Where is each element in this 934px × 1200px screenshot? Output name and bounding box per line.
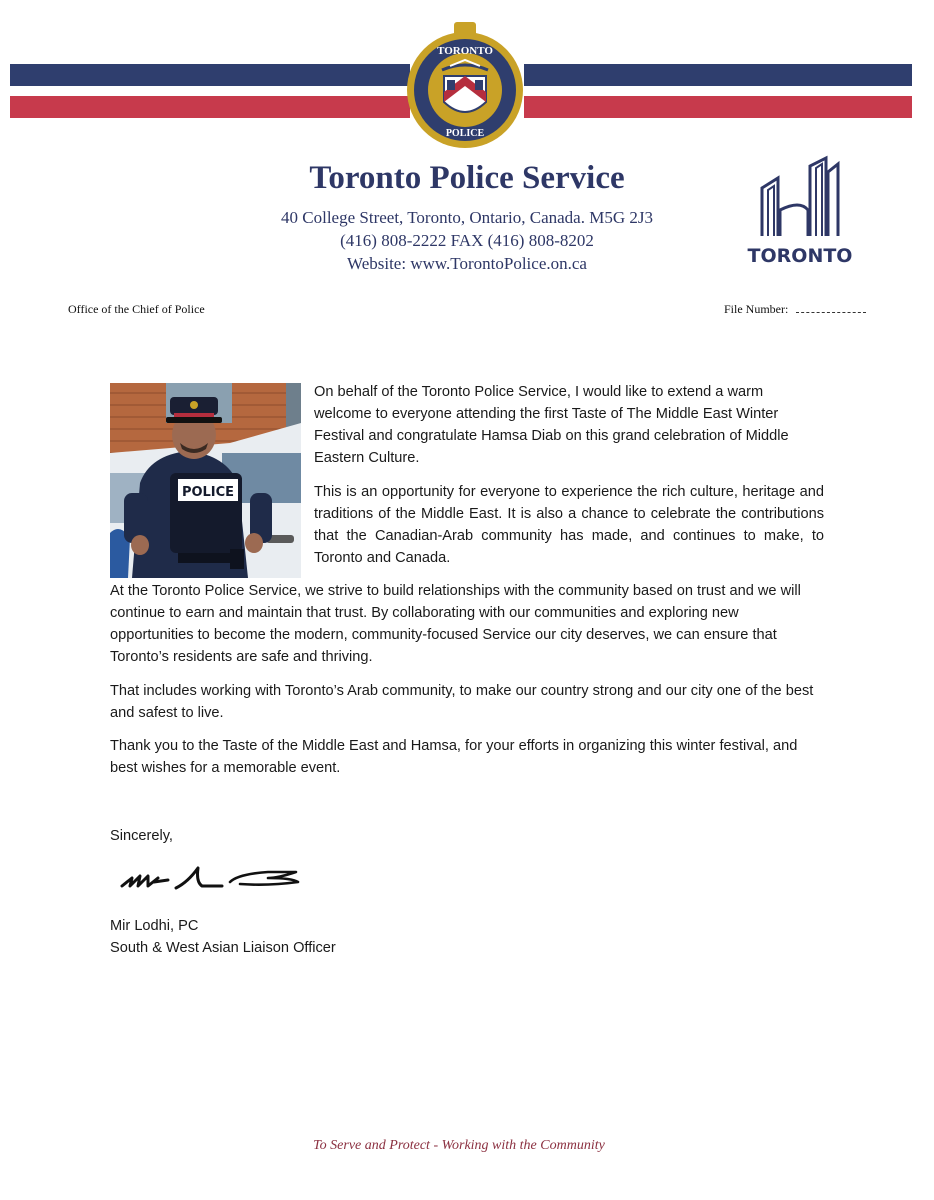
police-crest-logo <box>406 20 524 154</box>
city-of-toronto-logo <box>747 158 853 270</box>
organization-name: Toronto Police Service <box>309 160 625 196</box>
header-band-blue-right <box>524 64 912 86</box>
address-line: 40 College Street, Toronto, Ontario, Canada. M5G 2J3 <box>281 208 653 227</box>
office-label: Office of the Chief of Police <box>68 302 205 316</box>
signer-name: Mir Lodhi, PC <box>110 918 199 934</box>
phone-fax-line: (416) 808-2222 FAX (416) 808-8202 <box>340 231 594 250</box>
letter-closing: Sincerely, <box>110 828 173 844</box>
vest-lettering: POLICE <box>181 485 235 500</box>
handwritten-signature <box>118 856 308 898</box>
file-number-field <box>724 302 866 317</box>
header-band-red-left <box>10 96 410 118</box>
officer-photo <box>110 383 301 578</box>
file-number-blank <box>796 302 866 313</box>
letter-paragraph-4: That includes working with Toronto’s Arab community, to make our country strong and our city one of the best and safest to live. <box>110 683 814 721</box>
crest-text-bottom: POLICE <box>445 128 485 139</box>
letter-paragraph-2: This is an opportunity for everyone to experience the rich culture, heritage and traditions of the Middle East. It is also a chance to celebrate the contributions that the Canadian-Arab community has made, and continues to make, to Toronto and Canada. <box>314 484 824 566</box>
footer-motto: To Serve and Protect - Working with the Community <box>313 1138 605 1153</box>
file-number-label: File Number: <box>724 302 789 316</box>
letter-paragraph-5: Thank you to the Taste of the Middle East and Hamsa, for your efforts in organizing this winter festival, and best wishes for a memorable event. <box>110 738 798 776</box>
city-logo-text: TORONTO <box>747 245 853 267</box>
website-line: Website: www.TorontoPolice.on.ca <box>347 254 587 273</box>
header-band-red-right <box>524 96 912 118</box>
signer-title: South & West Asian Liaison Officer <box>110 940 336 956</box>
header-band-blue-left <box>10 64 410 86</box>
letter-paragraph-1: On behalf of the Toronto Police Service, I would like to extend a warm welcome to everyone attending the first Taste of The Middle East Winter Festival and congratulate Hamsa Diab on this grand celebration of Middle Eastern Culture. <box>314 384 789 466</box>
letter-paragraph-3: At the Toronto Police Service, we strive to build relationships with the community based on trust and we will continue to earn and maintain that trust. By collaborating with our communities and exploring new opportunities to become the modern, community-focused Service our city deserves, we can ensure that Toronto’s residents are safe and thriving. <box>110 583 801 665</box>
crest-text-top: TORONTO <box>437 45 493 57</box>
